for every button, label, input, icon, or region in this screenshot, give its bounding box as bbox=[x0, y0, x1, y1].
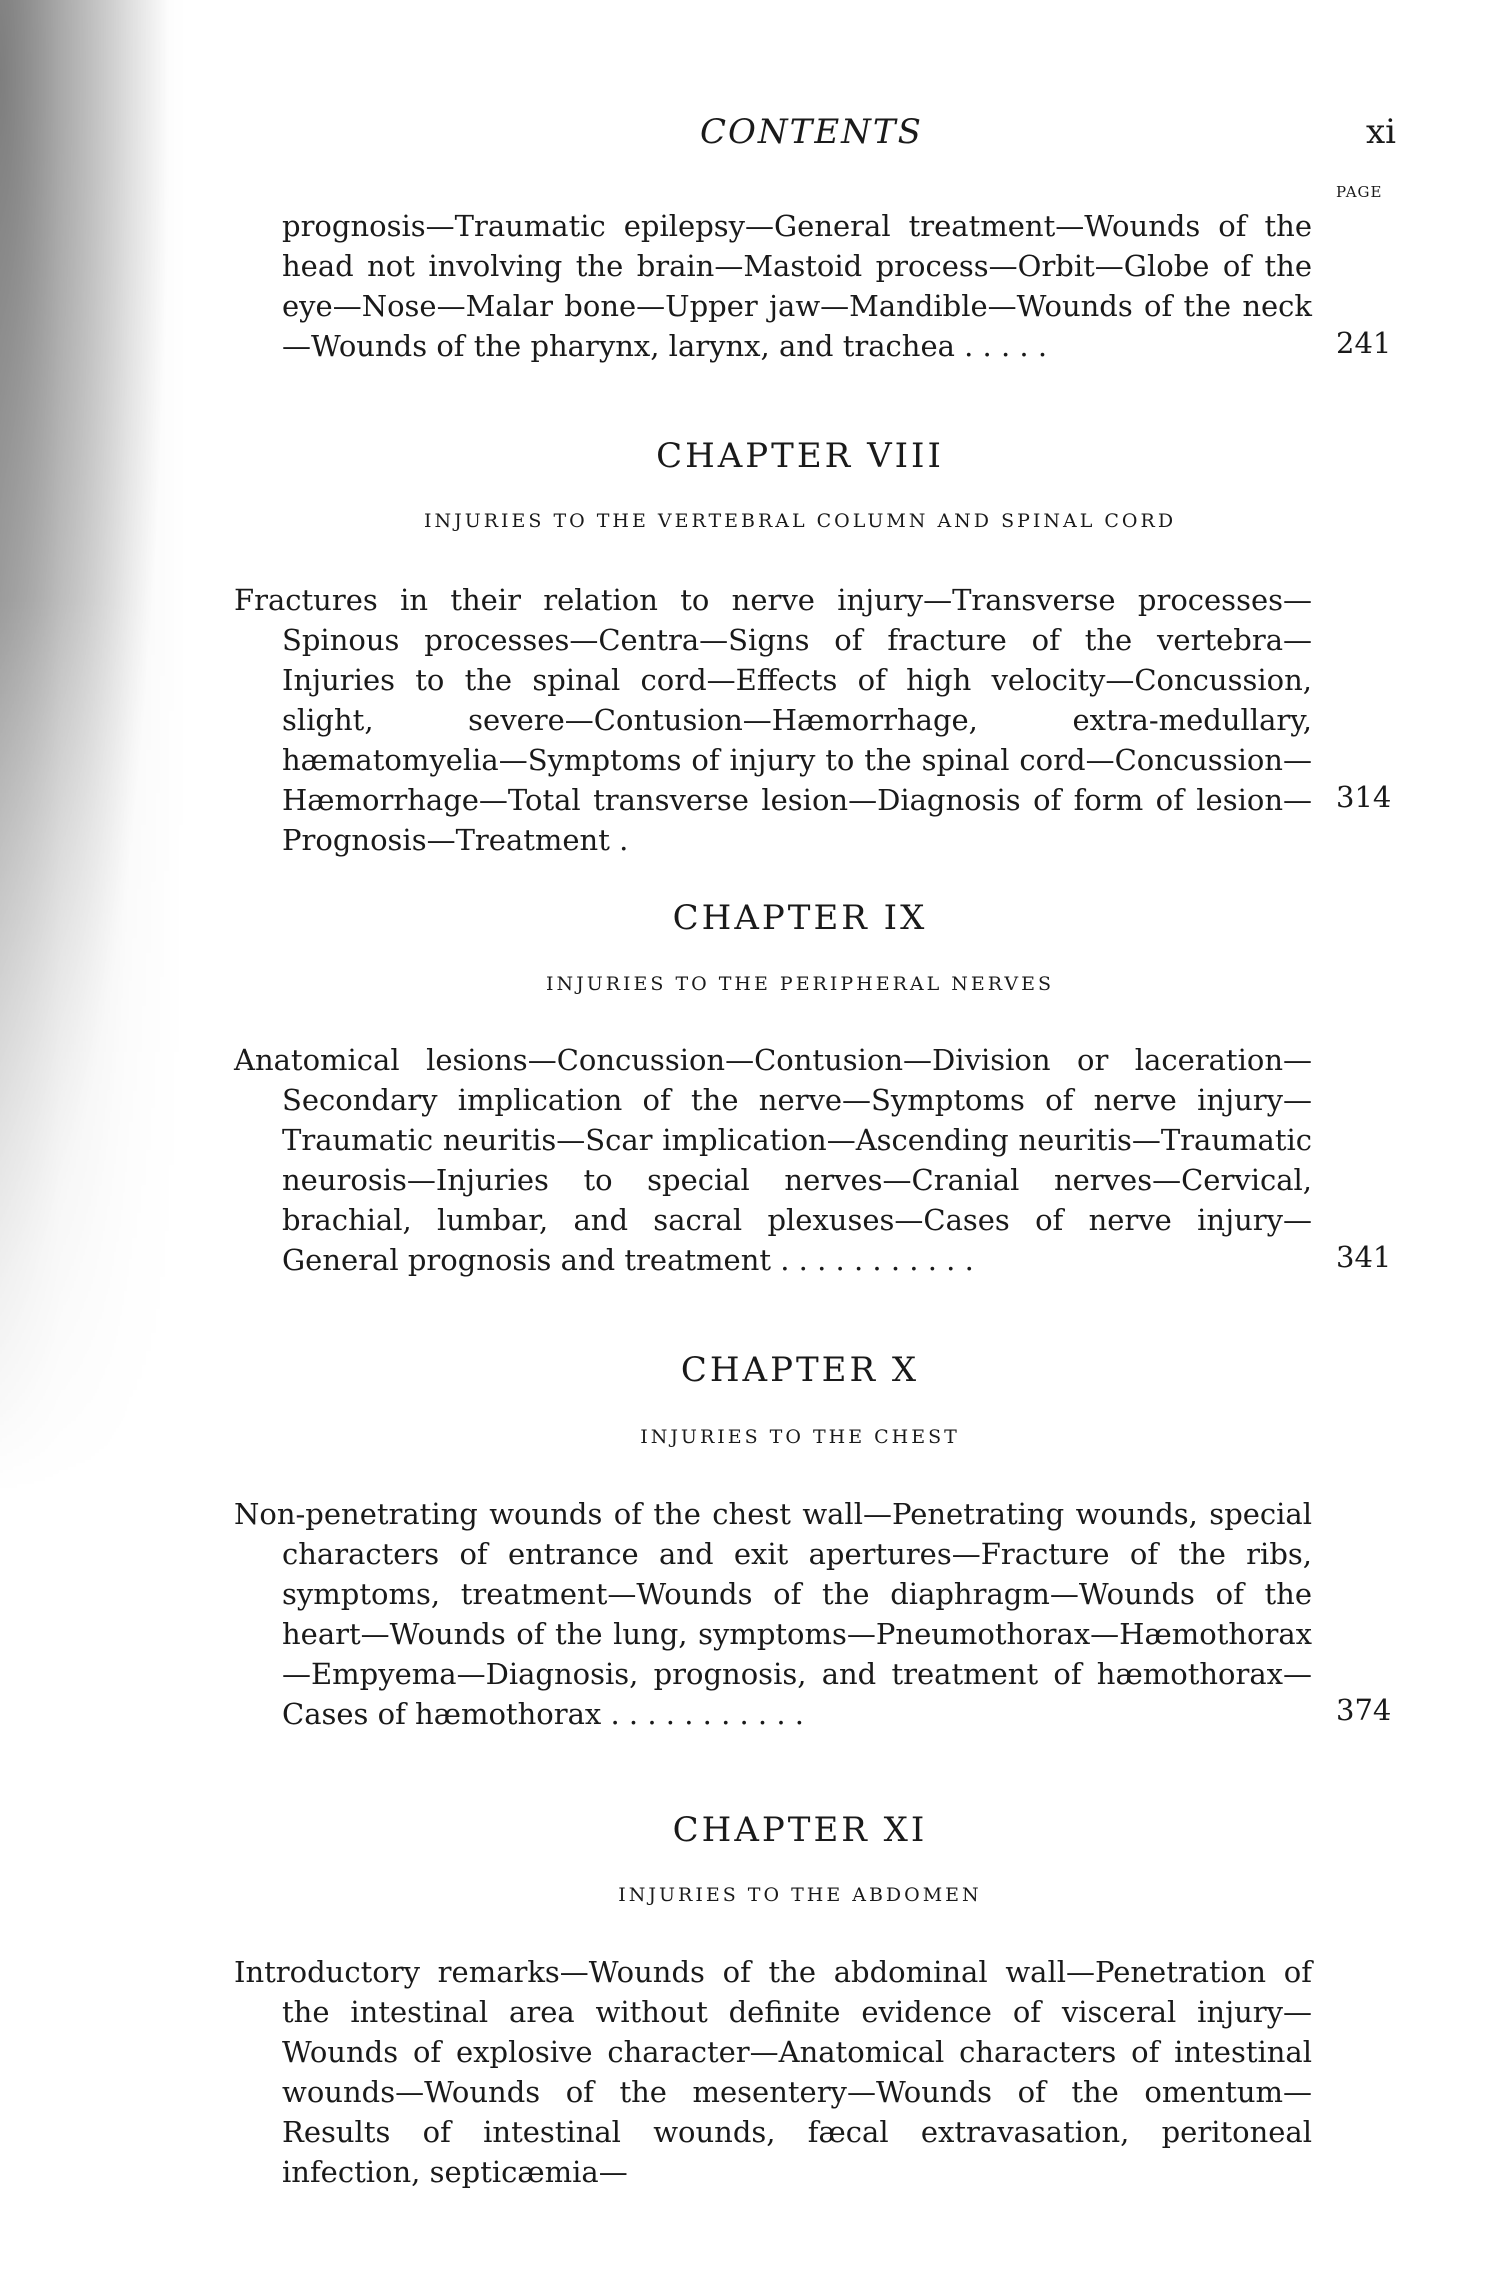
scan-shadow-edge bbox=[0, 0, 200, 1500]
chapter-heading-viii: CHAPTER VIII bbox=[656, 436, 944, 476]
running-head: CONTENTS bbox=[700, 112, 923, 152]
page-folio: xi bbox=[1366, 112, 1397, 152]
chapter-subtitle-viii: INJURIES TO THE VERTEBRAL COLUMN AND SPINAL CORD bbox=[423, 510, 1177, 532]
chapter-heading-xi: CHAPTER XI bbox=[672, 1810, 928, 1850]
chapter-page-x: 374 bbox=[1336, 1693, 1392, 1727]
chapter-page-viii: 314 bbox=[1336, 780, 1392, 814]
chapter-summary-viii: Fractures in their relation to nerve injury—Transverse processes—Spinous processes—Centra—Signs of fracture of the vertebra—Injuries to the spinal cord—Effects of high velocity—Concussion, slight, severe—Contusion—Hæmorrhage, extra-medullary, hæmatomyelia—Symptoms of injury to the spinal cord—Concussion—Hæmorrhage—Total transverse lesion—Diagnosis of form of lesion—Prognosis—Treatment . bbox=[234, 583, 1312, 857]
chapter-subtitle-x: INJURIES TO THE CHEST bbox=[640, 1426, 960, 1448]
chapter-heading-x: CHAPTER X bbox=[680, 1350, 920, 1390]
page-column-label: PAGE bbox=[1336, 183, 1383, 201]
chapter-subtitle-xi: INJURIES TO THE ABDOMEN bbox=[618, 1884, 982, 1906]
chapter-summary-ix: Anatomical lesions—Concussion—Contusion—Division or laceration—Secondary implication of the nerve—Symptoms of nerve injury—Traumatic neuritis—Scar implication—Ascending neuritis—Traumatic neurosis—Injuries to special nerves—Cranial nerves—Cervical, brachial, lumbar, and sacral plexuses—Cases of nerve injury—General prognosis and treatment . . . . . . . . . . . bbox=[234, 1043, 1312, 1277]
chapter-summary-x: Non-penetrating wounds of the chest wall—Penetrating wounds, special characters of entrance and exit apertures—Fracture of the ribs, symptoms, treatment—Wounds of the diaphragm—Wounds of the heart—Wounds of the lung, symptoms—Pneumothorax—Hæmothorax —Empyema—Diagnosis, prognosis, and treatment of hæmothorax—Cases of hæmothorax . . . . . . . . . . . bbox=[234, 1497, 1312, 1731]
chapter-subtitle-ix: INJURIES TO THE PERIPHERAL NERVES bbox=[545, 973, 1055, 995]
toc-entry-continued: prognosis—Traumatic epilepsy—General treatment—Wounds of the head not involving the brain—Mastoid process—Orbit—Globe of the eye—Nose—Malar bone—Upper jaw—Mandible—Wounds of the neck —Wounds of the pharynx, larynx, and trachea . . . . . bbox=[282, 209, 1312, 363]
chapter-heading-ix: CHAPTER IX bbox=[672, 898, 928, 938]
chapter-summary-xi: Introductory remarks—Wounds of the abdominal wall—Penetration of the intestinal area without definite evidence of visceral injury—Wounds of explosive character—Anatomical characters of intestinal wounds—Wounds of the mesentery—Wounds of the omentum—Results of intestinal wounds, fæcal extravasation, peritoneal infection, septicæmia— bbox=[234, 1955, 1312, 2189]
chapter-page-ix: 341 bbox=[1336, 1240, 1392, 1274]
toc-entry-page: 241 bbox=[1336, 326, 1392, 360]
